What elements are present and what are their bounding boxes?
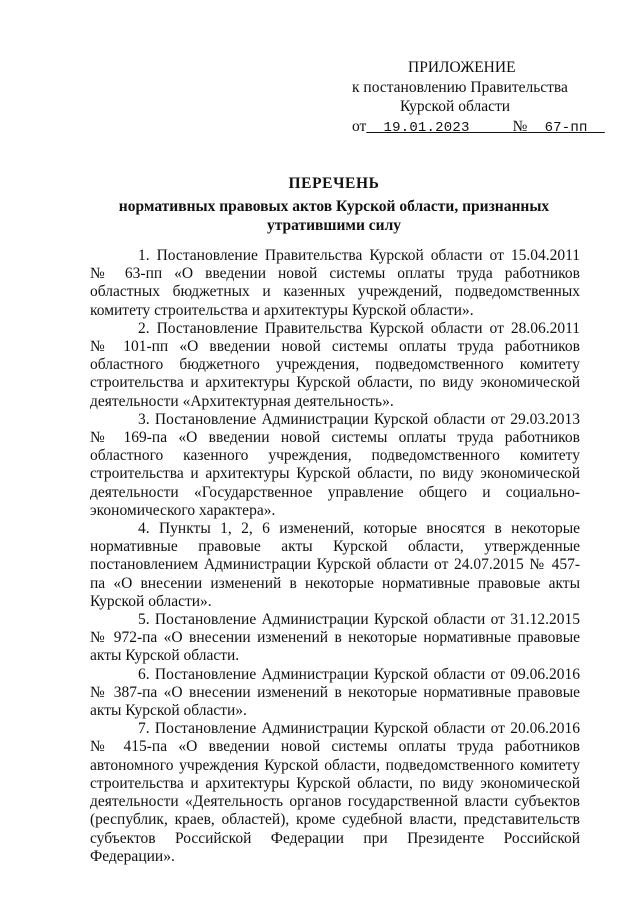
appendix-resolution-line: к постановлению Правительства — [352, 78, 568, 96]
list-item: 1. Постановление Правительства Курской области от 15.04.2011 № 63-пп «О введении новой системы оплаты труда работников областных бюджетных и казенных учреждений, подведомственных комитету строительства и архитектуры Курской области». — [90, 247, 580, 319]
appendix-title: ПРИЛОЖЕНИЕ — [408, 59, 516, 76]
list-heading — [90, 174, 578, 235]
list-item: 7. Постановление Администрации Курской области от 20.06.2016 № 415-па «О введении новой системы оплаты труда работников автономного учреждения Курской области, подведомственного комитету строительства и архитектуры Курской области, по виду экономической деятельности «Деятельность органов государственной власти субъектов (республик, краев, областей), кроме судебной власти, представительств субъектов Российской Федерации при Президенте Российской Федерации». — [90, 720, 580, 865]
list-subtitle: нормативных правовых актов Курской области, признанных утратившими силу — [118, 198, 550, 234]
number-prefix: № — [512, 117, 528, 135]
list-item: 4. Пункты 1, 2, 6 изменений, которые вносятся в некоторые нормативные правовые акты Курской области, утвержденные постановлением Администрации Курской области от 24.07.2015 № 457-па «О внесении изменений в некоторые нормативные правовые акты Курской области». — [90, 520, 580, 610]
acts-list — [90, 247, 580, 866]
resolution-date: 19.01.2023 — [383, 119, 470, 136]
appendix-block — [352, 58, 592, 138]
appendix-date-line — [352, 117, 592, 139]
list-title: ПЕРЕЧЕНЬ — [288, 175, 380, 192]
list-item: 3. Постановление Администрации Курской области от 29.03.2013 № 169-па «О введении новой системы оплаты труда работников областного казенного учреждения, подведомственного комитету строительства и архитектуры Курской области, по виду экономической деятельности «Государственное управление общего и социально-экономического характера». — [90, 410, 580, 519]
appendix-region-line: Курской области — [400, 98, 511, 115]
date-prefix: от — [352, 117, 367, 135]
list-item: 6. Постановление Администрации Курской области от 09.06.2016 № 387-па «О внесении изменений в некоторые нормативные правовые акты Курской области». — [90, 665, 580, 720]
list-item: 2. Постановление Правительства Курской области от 28.06.2011 № 101-пп «О введении новой системы оплаты труда работников областного бюджетного учреждения, подведомственного комитету строительства и архитектуры Курской области, по виду экономической деятельности «Архитектурная деятельность». — [90, 319, 580, 410]
list-item: 5. Постановление Администрации Курской области от 31.12.2015 № 972-па «О внесении изменений в некоторые нормативные правовые акты Курской области. — [90, 611, 580, 665]
resolution-number: 67-пп — [544, 119, 588, 136]
